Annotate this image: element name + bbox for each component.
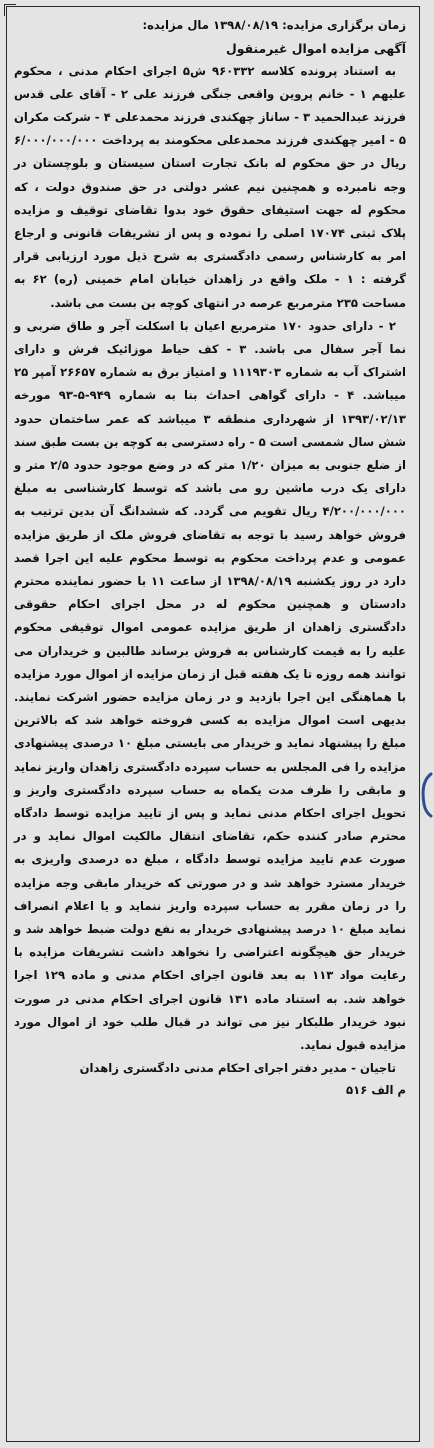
notice-paragraph-1: به استناد پرونده کلاسه ۹۶۰۳۳۲ ش۵ اجرای احکام مدنی ، محکوم علیهم ۱ - خانم پروین واقعی جنگی فرزند علی ۲ - آقای علی قدس فرزند عبدالحمید ۳ - ساناز چهکندی فرزند محمدعلی ۴ - شرکت مکران ۵ - امیر چهکندی فرزند محمدعلی محکومند به پرداخت ۶/۰۰۰/۰۰۰/۰۰۰ ریال در حق محکوم له بانک تجارت استان سیستان و بلوچستان در وجه نامبرده و همچنین نیم عشر دولتی در حق صندوق دولت ، که محکوم له جهت استیفای حقوق خود بدوا تقاضای توقیف و مزایده پلاک ثبتی ۱۷۰۷۴ اصلی را نموده و پس از تشریفات قانونی و ارجاع امر به کارشناس رسمی دادگستری به شرح ذیل مورد ارزیابی قرار گرفته : ۱ - ملک واقع در زاهدان خیابان امام خمینی (ره) ۶۲ به مساحت ۲۳۵ مترمربع عرصه در انتهای کوچه بن بست می باشد. (14, 63, 407, 310)
notice-reference-number: م الف ۵۱۶ (346, 1083, 406, 1098)
blue-pen-mark (421, 772, 433, 818)
notice-paragraph-2: ۲ - دارای حدود ۱۷۰ مترمربع اعیان با اسکلت آجر و طاق ضربی و نما آجر سفال می باشد. ۳ - کف حیاط موزائیک فرش و دارای اشتراک آب به شماره ۱۱۱۹۳۰۳ و امتیاز برق به شماره ۲۶۶۵۷ آمپر ۲۵ میباشد. ۴ - دارای گواهی احداث بنا به شماره ۹۴۹-۵-۹۳ مورخه ۱۳۹۳/۰۲/۱۳ از شهرداری منطقه ۳ میباشد که عمر ساختمان حدود شش سال شمسی است ۵ - راه دسترسی به کوچه بن بست طبق سند از ضلع جنوبی به میزان ۱/۲۰ متر که در وضع موجود حدود ۲/۵ متر و دارای یک درب ماشین رو می باشد که توسط کارشناسی به مبلغ ۴/۲۰۰/۰۰۰/۰۰۰ ریال تقویم می گردد. که ششدانگ آن بدین ترتیب به فروش خواهد رسید با توجه به تقاضای فروش ملک از طریق مزایده عمومی و عدم پرداخت محکوم به توسط محکوم علیه این اجرا قصد دارد در روز یکشنبه ۱۳۹۸/۰۸/۱۹ از ساعت ۱۱ با حضور نماینده محترم دادستان و همچنین محکوم له در محل اجرای احکام حقوقی دادگستری زاهدان از طریق مزایده عمومی اموال توقیفی محکوم علیه را به قیمت کارشناس به فروش برساند طالبین و خریداران می توانند همه روزه تا یک هفته قبل از زمان مزایده از اموال مورد مزایده با هماهنگی این اجرا بازدید و در زمان مزایده حضور اشرکت نمایند. بدیهی است اموال مزایده به کسی فروخته خواهد شد که بالاترین مبلغ را پیشنهاد نماید و خریدار می بایستی مبلغ ۱۰ درصدی پیشنهادی مزایده را فی المجلس به حساب سپرده دادگستری زاهدان واریز نماید و مابقی را ظرف مدت یکماه به حساب سپرده دادگستری واریز و تحویل اجرای احکام مدنی نماید و پس از تایید مزایده توسط دادگاه محترم صادر کننده حکم، تقاضای انتقال مالکیت اموال نماید و در صورت عدم تایید مزایده توسط دادگاه ، مبلغ ده درصدی واریزی به خریدار مسترد خواهد شد و در صورتی که خریدار مابقی وجه مزایده را در زمان مقرر به حساب سپرده واریز ننماید و یا اعلام انصراف نماید مبلغ ۱۰ درصد پیشنهادی خریدار به نفع دولت ضبط خواهد شد و خریدار حق هیچگونه اعتراضی را نخواهد داشت تشریفات مزایده با رعایت مواد ۱۱۳ به بعد قانون اجرای احکام مدنی و ماده ۱۲۹ اجرا خواهد شد. به استناد ماده ۱۳۱ قانون اجرای احکام مدنی در صورت نبود خریدار طلبکار نیز می تواند در قبال طلب خود از اموال مورد مزایده قبول نماید. (14, 318, 407, 1053)
notice-heading: آگهی مزایده اموال غیرمنقول (226, 40, 406, 56)
notice-signature: تاجیان - مدیر دفتر اجرای احکام مدنی دادگستری زاهدان (79, 1061, 396, 1076)
auction-notice (14, 14, 406, 1101)
auction-time-line: زمان برگزاری مزایده: ۱۳۹۸/۰۸/۱۹ مال مزایده: (142, 18, 406, 32)
